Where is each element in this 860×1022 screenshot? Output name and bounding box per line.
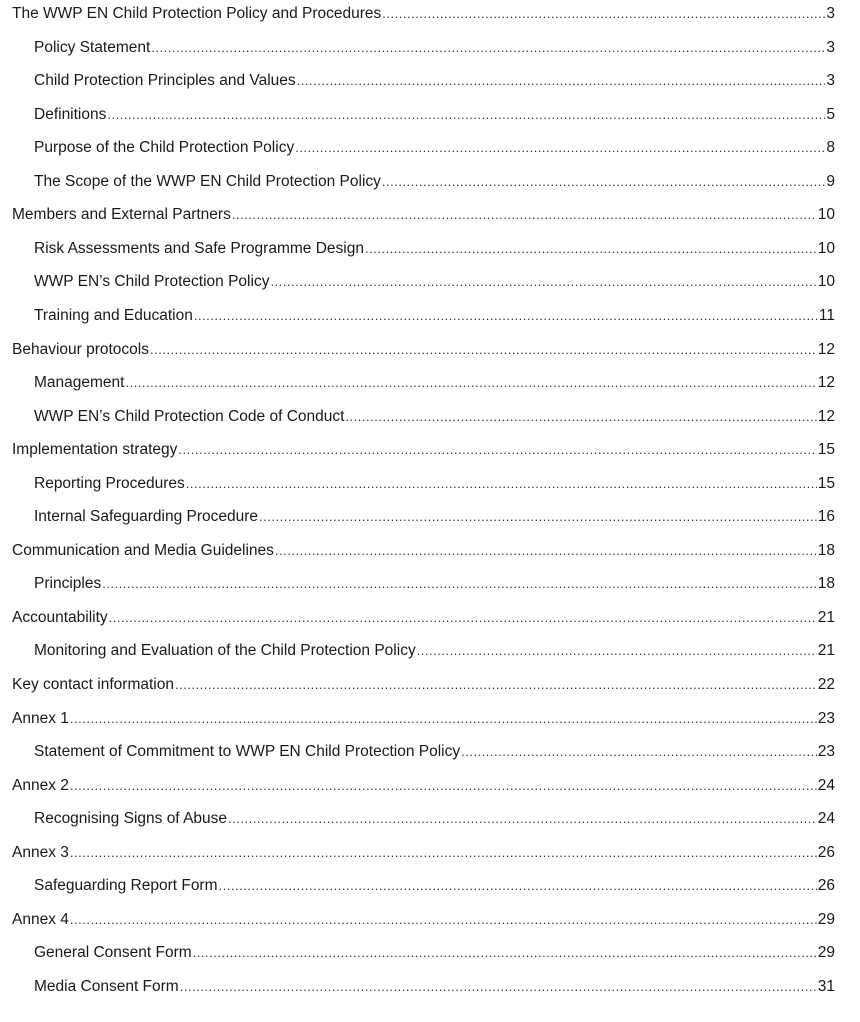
- toc-entry-page-number[interactable]: 23: [817, 709, 835, 727]
- toc-entry-heading[interactable]: [0, 438, 860, 462]
- toc-entry-title[interactable]: General Consent Form: [34, 944, 192, 962]
- toc-entry-title[interactable]: Annex 2: [12, 776, 69, 794]
- toc-entry-subheading[interactable]: [0, 572, 860, 596]
- toc-entry-title[interactable]: The WWP EN Child Protection Policy and Procedures: [12, 5, 382, 22]
- toc-entry-page-number[interactable]: 3: [826, 38, 835, 56]
- toc-entry-page-number[interactable]: 15: [817, 441, 835, 459]
- toc-entry-title[interactable]: Key contact information: [12, 676, 174, 693]
- toc-entry-title[interactable]: Reporting Procedures: [34, 474, 185, 492]
- toc-entry-subheading[interactable]: [0, 237, 860, 261]
- toc-entry-page-number[interactable]: 16: [817, 508, 835, 526]
- toc-entry-subheading[interactable]: [0, 740, 860, 764]
- toc-entry-subheading[interactable]: [0, 874, 860, 898]
- dot-leader: [295, 136, 825, 160]
- toc-entry-title[interactable]: Management: [34, 374, 125, 392]
- dot-leader: [70, 841, 817, 865]
- toc-entry-title[interactable]: WWP EN’s Child Protection Policy: [34, 273, 270, 291]
- dot-leader: [219, 874, 817, 898]
- dot-leader: [178, 438, 816, 462]
- toc-entry-subheading[interactable]: [0, 103, 860, 127]
- dot-leader: [175, 673, 817, 697]
- dot-leader: [193, 941, 817, 965]
- toc-entry-title[interactable]: Monitoring and Evaluation of the Child Protection Policy: [34, 642, 416, 660]
- toc-entry-page-number[interactable]: 26: [817, 843, 835, 861]
- toc-entry-title[interactable]: Internal Safeguarding Procedure: [34, 508, 259, 526]
- dot-leader: [232, 203, 817, 227]
- toc-entry-page-number[interactable]: 3: [826, 72, 835, 90]
- toc-entry-title[interactable]: Accountability: [12, 608, 108, 626]
- toc-entry-page-number[interactable]: 31: [817, 977, 835, 995]
- toc-entry-page-number[interactable]: 5: [826, 105, 835, 123]
- toc-entry-title[interactable]: Communication and Media Guidelines: [12, 541, 274, 559]
- dot-leader: [180, 975, 817, 999]
- toc-entry-subheading[interactable]: [0, 371, 860, 395]
- toc-entry-subheading[interactable]: [0, 69, 860, 93]
- dot-leader: [107, 103, 825, 127]
- dot-leader: [186, 472, 817, 496]
- toc-entry-heading[interactable]: [0, 774, 860, 798]
- toc-entry-title[interactable]: Training and Education: [34, 306, 193, 324]
- dot-leader: [70, 774, 817, 798]
- dot-leader: [228, 807, 817, 831]
- dot-leader: [382, 170, 825, 194]
- toc-entry-title[interactable]: Policy Statement: [34, 38, 151, 56]
- toc-entry-title[interactable]: Definitions: [34, 105, 107, 123]
- toc-entry-page-number[interactable]: 8: [826, 139, 835, 157]
- toc-entry-subheading[interactable]: [0, 405, 860, 429]
- toc-entry-subheading[interactable]: [0, 505, 860, 529]
- toc-entry-title[interactable]: Annex 3: [12, 843, 69, 861]
- toc-entry-subheading[interactable]: [0, 36, 860, 60]
- toc-entry-page-number[interactable]: 12: [817, 407, 835, 425]
- toc-entry-title[interactable]: Purpose of the Child Protection Policy: [34, 139, 295, 157]
- toc-entry-page-number[interactable]: 29: [817, 910, 835, 928]
- toc-entry-subheading[interactable]: [0, 941, 860, 965]
- toc-entry-heading[interactable]: [0, 606, 860, 630]
- dot-leader: [259, 505, 817, 529]
- dot-leader: [417, 639, 817, 663]
- toc-entry-page-number[interactable]: 10: [817, 273, 835, 291]
- dot-leader: [70, 908, 817, 932]
- toc-entry-title[interactable]: WWP EN’s Child Protection Code of Conduct: [34, 407, 345, 425]
- toc-entry-heading[interactable]: [0, 707, 860, 731]
- toc-entry-subheading[interactable]: [0, 639, 860, 663]
- toc-entry-title[interactable]: Implementation strategy: [12, 441, 178, 459]
- dot-leader: [150, 338, 817, 362]
- toc-entry-heading[interactable]: [0, 203, 860, 227]
- toc-entry-page-number[interactable]: 26: [817, 877, 835, 895]
- toc-entry-page-number[interactable]: 18: [817, 575, 835, 593]
- toc-entry-heading[interactable]: [0, 841, 860, 865]
- toc-entry-subheading[interactable]: [0, 975, 860, 999]
- dot-leader: [102, 572, 817, 596]
- dot-leader: [151, 36, 825, 60]
- toc-entry-title[interactable]: Behaviour protocols: [12, 340, 149, 358]
- toc-entry-subheading[interactable]: [0, 136, 860, 160]
- dot-leader: [461, 740, 817, 764]
- dot-leader: [297, 69, 825, 93]
- toc-entry-heading[interactable]: [0, 908, 860, 932]
- toc-entry-title[interactable]: Members and External Partners: [12, 206, 231, 224]
- toc-entry-title[interactable]: Annex 1: [12, 709, 69, 727]
- toc-entry-title[interactable]: Media Consent Form: [34, 977, 179, 995]
- toc-entry-page-number[interactable]: 18: [817, 541, 835, 559]
- toc-entry-page-number[interactable]: 11: [818, 306, 835, 324]
- toc-entry-title[interactable]: The Scope of the WWP EN Child Protection Policy: [34, 172, 381, 190]
- dot-leader: [109, 606, 817, 630]
- toc-entry-heading[interactable]: [0, 338, 860, 362]
- toc-entry-page-number[interactable]: 10: [817, 239, 835, 257]
- toc-entry-page-number[interactable]: 21: [817, 642, 835, 660]
- toc-entry-title[interactable]: Recognising Signs of Abuse: [34, 810, 228, 828]
- toc-entry-page-number[interactable]: 10: [817, 206, 835, 224]
- toc-entry-subheading[interactable]: [0, 304, 860, 328]
- toc-entry-subheading[interactable]: [0, 270, 860, 294]
- dot-leader: [275, 539, 817, 563]
- toc-entry-page-number[interactable]: 21: [817, 608, 835, 626]
- dot-leader: [365, 237, 817, 261]
- toc-entry-title[interactable]: Statement of Commitment to WWP EN Child Protection Policy: [34, 743, 461, 761]
- toc-entry-page-number[interactable]: 29: [817, 944, 835, 962]
- toc-entry-title[interactable]: Annex 4: [12, 910, 69, 928]
- toc-entry-title[interactable]: Risk Assessments and Safe Programme Design: [34, 239, 364, 257]
- toc-entry-subheading[interactable]: [0, 807, 860, 831]
- toc-entry-page-number[interactable]: 23: [817, 743, 835, 761]
- toc-entry-page-number[interactable]: 9: [826, 172, 835, 190]
- toc-entry-title[interactable]: Principles: [34, 575, 102, 593]
- dot-leader: [70, 707, 817, 731]
- toc-entry-page-number[interactable]: 3: [826, 5, 835, 22]
- toc-entry-subheading[interactable]: [0, 472, 860, 496]
- toc-entry-title[interactable]: Safeguarding Report Form: [34, 877, 218, 895]
- dot-leader: [194, 304, 818, 328]
- toc-entry-page-number[interactable]: 12: [817, 340, 835, 358]
- dot-leader: [382, 2, 825, 26]
- toc-entry-page-number[interactable]: 15: [817, 474, 835, 492]
- toc-entry-page-number[interactable]: 22: [817, 676, 835, 693]
- dot-leader: [345, 405, 816, 429]
- toc-entry-page-number[interactable]: 12: [817, 374, 835, 392]
- toc-entry-heading[interactable]: [0, 2, 860, 26]
- dot-leader: [270, 270, 816, 294]
- toc-entry-page-number[interactable]: 24: [817, 776, 835, 794]
- toc-entry-title[interactable]: Child Protection Principles and Values: [34, 72, 296, 90]
- toc-entry-subheading[interactable]: [0, 170, 860, 194]
- toc-entry-heading[interactable]: [0, 673, 860, 697]
- toc-entry-heading[interactable]: [0, 539, 860, 563]
- toc-entry-page-number[interactable]: 24: [817, 810, 835, 828]
- dot-leader: [125, 371, 816, 395]
